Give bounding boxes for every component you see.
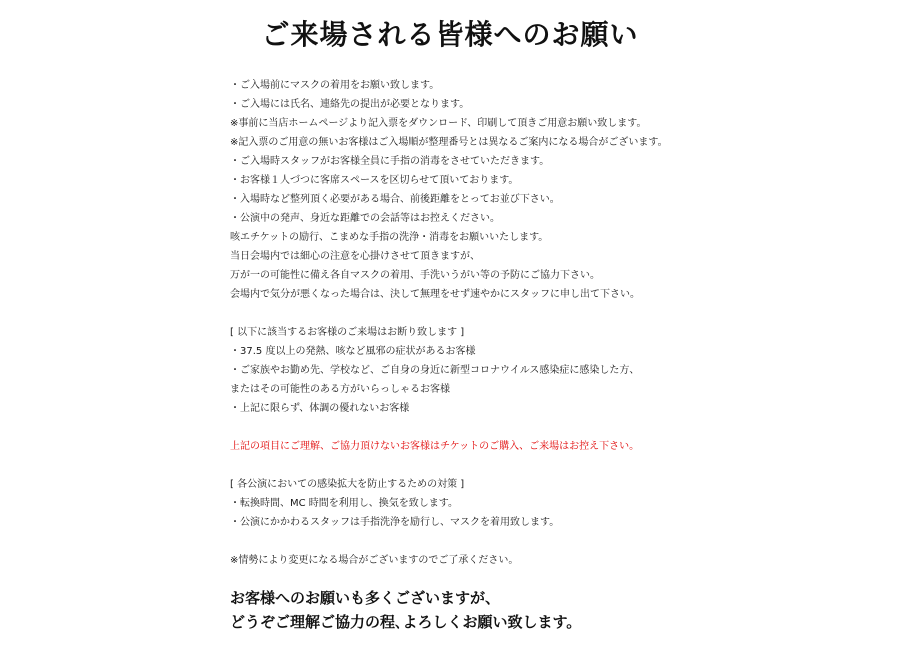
refusal-item: ・37.5 度以上の発熱、咳など風邪の症状があるお客様 — [230, 346, 476, 357]
page-title: ご来場される皆様へのお願い — [261, 18, 639, 51]
notice-line: ※記入票のご用意の無いお客様はご入場順が整理番号とは異なるご案内になる場合がございます。 — [230, 137, 668, 148]
notice-line: 会場内で気分が悪くなった場合は、決して無理をせず速やかにスタッフに申し出て下さい。 — [230, 289, 640, 300]
notice-line: ・ご入場には氏名、連絡先の提出が必要となります。 — [230, 99, 470, 110]
spacer — [230, 456, 830, 475]
closing-line: どうぞご理解ご協力の程､よろしくお願い致します。 — [230, 613, 582, 631]
measures-heading: [ 各公演においての感染拡大を防止するための対策 ] — [230, 479, 465, 490]
notice-line: ・ご入場時スタッフがお客様全員に手指の消毒をさせていただきます。 — [230, 156, 550, 167]
notice-line: 当日会場内では細心の注意を心掛けさせて頂きますが、 — [230, 251, 480, 262]
closing-line: お客様へのお願いも多くございますが、 — [230, 589, 501, 607]
notice-line: ※事前に当店ホームページより記入票をダウンロード、印刷して頂きご用意お願い致します。 — [230, 118, 647, 129]
refusal-item: またはその可能性のある方がいらっしゃるお客様 — [230, 384, 450, 395]
spacer — [230, 304, 830, 323]
notice-line: 咳エチケットの励行、こまめな手指の洗浄・消毒をお願いいたします。 — [230, 232, 549, 243]
notice-line: ・お客様１人づつに客席スペースを区切らせて頂いております。 — [230, 175, 519, 186]
measures-item: ・転換時間、MC 時間を利用し、換気を致します。 — [230, 498, 458, 509]
measures-item: ・公演にかかわるスタッフは手指洗浄を励行し、マスクを着用致します。 — [230, 517, 560, 528]
spacer — [230, 532, 830, 551]
notice-line: ・入場時など整列頂く必要がある場合、前後距離をとってお並び下さい。 — [230, 194, 560, 205]
warning-text: 上記の項目にご理解、ご協力頂けないお客様はチケットのご購入、ご来場はお控え下さい。 — [230, 441, 640, 452]
spacer — [230, 418, 830, 437]
refusal-item: ・ご家族やお勤め先、学校など、ご自身の身近に新型コロナウイルス感染症に感染した方、 — [230, 365, 640, 376]
closing-message — [230, 586, 850, 634]
notice-line: 万が一の可能性に備え各自マスクの着用、手洗いうがい等の予防にご協力下さい。 — [230, 270, 600, 281]
notice-body — [230, 76, 830, 570]
change-note: ※情勢により変更になる場合がございますのでご了承ください。 — [230, 555, 519, 566]
refusal-item: ・上記に限らず、体調の優れないお客様 — [230, 403, 410, 414]
notice-line: ・ご入場前にマスクの着用をお願い致します。 — [230, 80, 440, 91]
notice-line: ・公演中の発声、身近な距離での会話等はお控えください。 — [230, 213, 500, 224]
refusal-heading: [ 以下に該当するお客様のご来場はお断り致します ] — [230, 327, 465, 338]
